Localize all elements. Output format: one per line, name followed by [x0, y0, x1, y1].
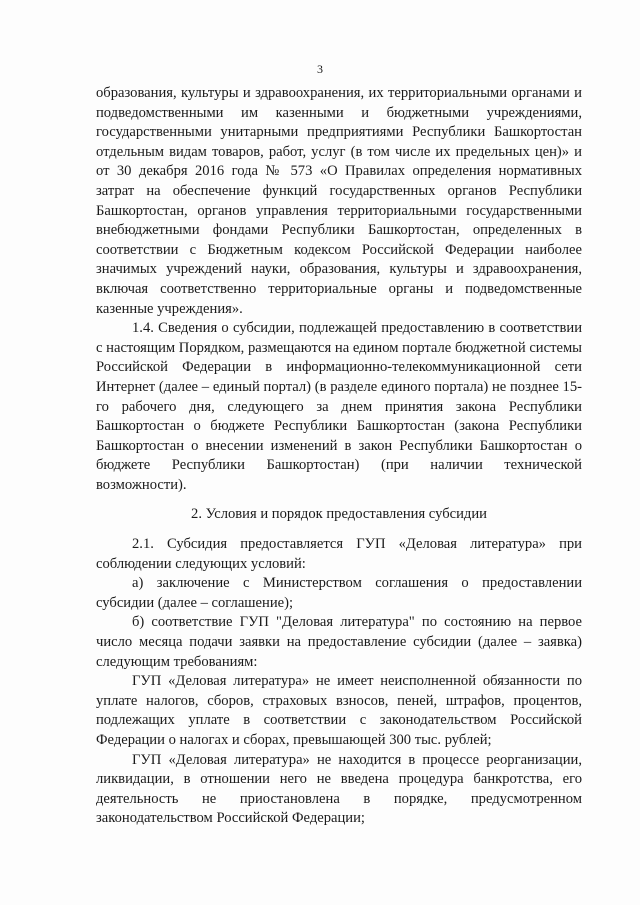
paragraph-requirement-taxes: ГУП «Деловая литература» не имеет неисполненной обязанности по уплате налогов, сборов, страховых взносов, пеней, штрафов, процентов, подлежащих уплате в соответствии с законодательством Российской Федерации о налогах и сборах, превышающей 300 тыс. рублей; [96, 673, 582, 748]
paragraph-2-1: 2.1. Субсидия предоставляется ГУП «Деловая литература» при соблюдении следующих условий: [96, 536, 582, 572]
paragraph-item-a: а) заключение с Министерством соглашения о предоставлении субсидии (далее – соглашение); [96, 575, 582, 611]
section-heading: 2. Условия и порядок предоставления субсидии [191, 506, 487, 523]
document-body [96, 84, 582, 829]
page-number: 3 [317, 62, 323, 76]
paragraph-1-4: 1.4. Сведения о субсидии, подлежащей предоставлению в соответствии с настоящим Порядком, размещаются на едином портале бюджетной системы Российской Федерации в информационно-телекоммуникационной сети Интернет (далее – единый портал) (в разделе единого портала) не позднее 15-го рабочего дня, следующего за днем принятия закона Республики Башкортостан о бюджете Республики Башкортостан (закона Республики Башкортостан о внесении изменений в закон Республики Башкортостан о бюджете Республики Башкортостан) (при наличии технической возможности). [96, 320, 582, 493]
paragraph-continuation: образования, культуры и здравоохранения, их территориальными органами и подведомственными им казенными и бюджетными учреждениями, государственными унитарными предприятиями Республики Башкортостан отдельным видам товаров, работ, услуг (в том числе их предельных цен)» и от 30 декабря 2016 года № 573 «О Правилах определения нормативных затрат на обеспечение функций государственных органов Республики Башкортостан, органов управления территориальными государственными внебюджетными фондами Республики Башкортостан, определенных в соответствии с Бюджетным кодексом Российской Федерации наиболее значимых учреждений науки, образования, культуры и здравоохранения, включая соответственно территориальные органы и подведомственные казенные учреждения». [96, 85, 582, 317]
paragraph-requirement-reorganization: ГУП «Деловая литература» не находится в процессе реорганизации, ликвидации, в отношении него не введена процедура банкротства, его деятельность не приостановлена в порядке, предусмотренном законодательством Российской Федерации; [96, 751, 582, 827]
paragraph-item-b: б) соответствие ГУП "Деловая литература" по состоянию на первое число месяца подачи заявки на предоставление субсидии (далее – заявка) следующим требованиям: [96, 614, 582, 670]
